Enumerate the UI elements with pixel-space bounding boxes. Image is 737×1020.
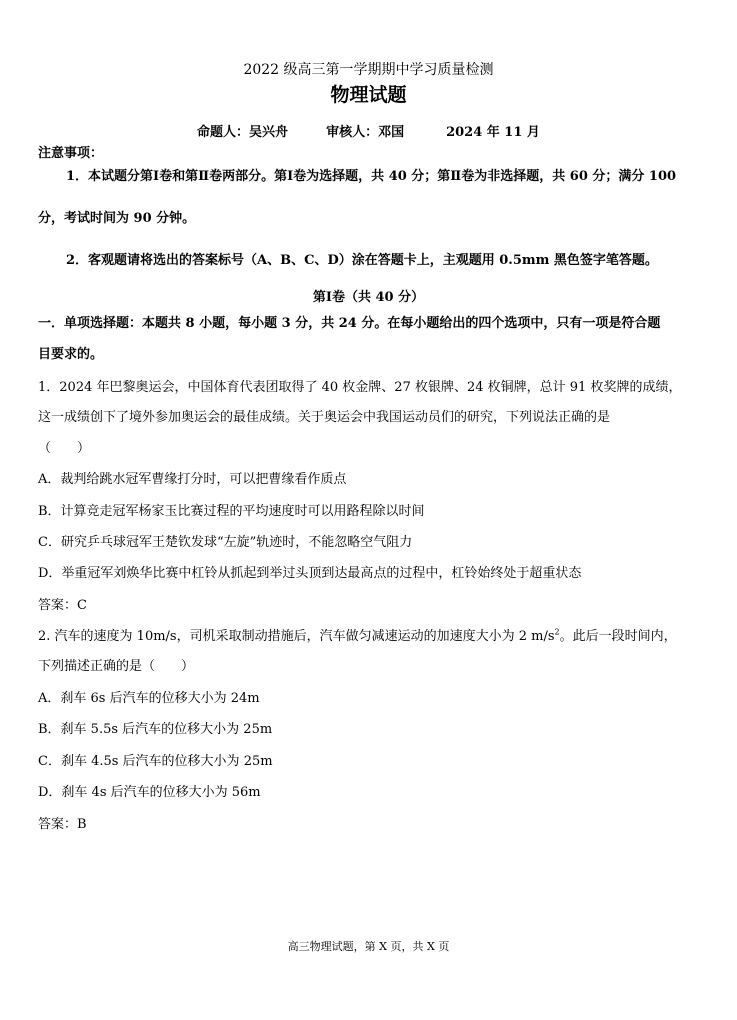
question-2-answer: 答案：B (38, 817, 87, 832)
section-intro-line-2: 目要求的。 (38, 347, 104, 362)
question-1-blank: （ ） (38, 441, 91, 456)
question-1-option-a: A．裁判给跳水冠军曹缘打分时，可以把曹缘看作质点 (38, 472, 347, 487)
question-1-stem-line-1: 1．2024 年巴黎奥运会，中国体育代表团取得了 40 枚金牌、27 枚银牌、24 枚铜牌，总计 91 枚奖牌的成绩， (38, 380, 682, 395)
question-1-option-c: C．研究乒乓球冠军王楚钦发球“左旋”轨迹时，不能忽略空气阻力 (38, 535, 413, 550)
question-2-stem-line-2: 下列描述正确的是（ ） (38, 659, 195, 674)
proposer-label: 命题人：吴兴舟 (197, 125, 289, 140)
reviewer-label: 审核人：邓国 (326, 125, 405, 140)
question-2-option-d: D．刹车 4s 后汽车的位移大小为 56m (38, 785, 261, 800)
question-1-answer: 答案：C (38, 598, 87, 613)
question-2-stem-after: 。此后一段时间内， (559, 629, 677, 644)
exam-subtitle: 2022 级高三第一学期期中学习质量检测 (243, 62, 494, 78)
exam-title: 物理试题 (330, 84, 407, 106)
note-item-2: 2．客观题请将选出的答案标号（A、B、C、D）涂在答题卡上，主观题用 0.5mm 黑色签字笔答题。 (66, 253, 658, 268)
question-1-option-d: D．举重冠军刘焕华比赛中杠铃从抓起到举过头顶到达最高点的过程中，杠铃始终处于超重状态 (38, 566, 582, 581)
question-2-option-c: C．刹车 4.5s 后汽车的位移大小为 25m (38, 754, 273, 769)
section-intro-line-1: 一．单项选择题：本题共 8 小题，每小题 3 分，共 24 分。在每小题给出的四个选项中，只有一项是符合题 (38, 316, 661, 331)
exam-meta (0, 124, 737, 142)
question-2-stem-before: 2. 汽车的速度为 10m/s，司机采取制动措施后，汽车做匀减速运动的加速度大小为 2 m/s (38, 629, 555, 644)
question-2-stem-line-1 (38, 628, 677, 646)
question-1-option-b: B．计算竞走冠军杨家玉比赛过程的平均速度时可以用路程除以时间 (38, 504, 425, 519)
exam-date: 2024 年 11 月 (446, 125, 540, 140)
note-item-1-line-2: 分，考试时间为 90 分钟。 (38, 211, 196, 226)
question-2-option-b: B．刹车 5.5s 后汽车的位移大小为 25m (38, 722, 273, 737)
page-footer: 高三物理试题，第 X 页，共 X 页 (287, 940, 450, 953)
notes-heading: 注意事项： (38, 146, 104, 161)
note-item-1-line-1: 1．本试题分第Ⅰ卷和第Ⅱ卷两部分。第Ⅰ卷为选择题，共 40 分；第Ⅱ卷为非选择题，共 60 分；满分 100 (66, 169, 677, 184)
question-2-stem-exponent: 2 (554, 627, 560, 637)
section-title: 第Ⅰ卷（共 40 分） (312, 290, 425, 305)
question-1-stem-line-2: 这一成绩创下了境外参加奥运会的最佳成绩。关于奥运会中我国运动员们的研究，下列说法正确的是 (38, 410, 611, 425)
question-2-option-a: A．刹车 6s 后汽车的位移大小为 24m (38, 691, 260, 706)
